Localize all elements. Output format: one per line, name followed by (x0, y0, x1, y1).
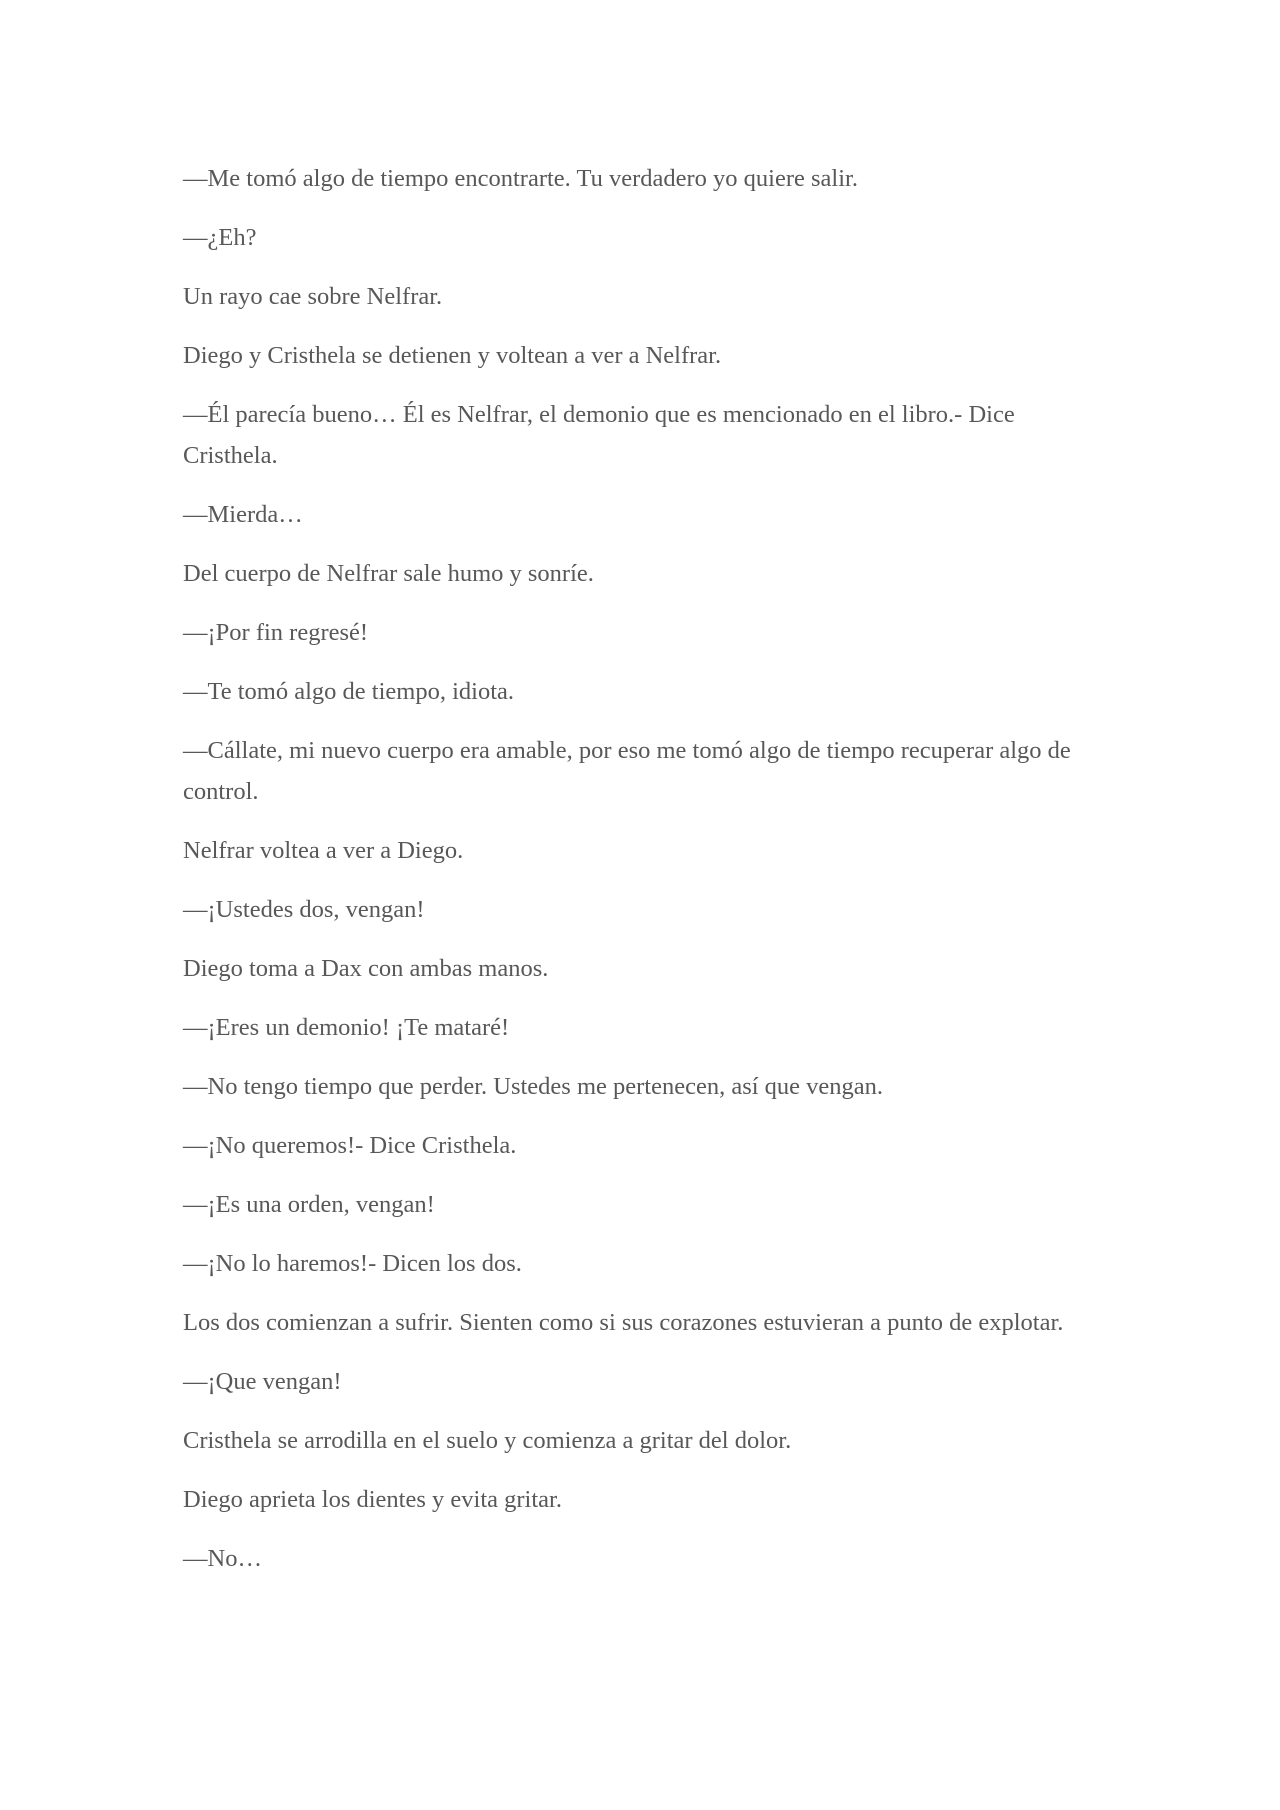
paragraph: Nelfrar voltea a ver a Diego. (183, 837, 464, 864)
paragraph: —¡Es una orden, vengan! (183, 1191, 435, 1218)
paragraph: —No… (183, 1545, 262, 1572)
paragraph: Diego toma a Dax con ambas manos. (183, 955, 549, 982)
paragraph: Diego aprieta los dientes y evita gritar. (183, 1486, 562, 1513)
paragraph: —¡Que vengan! (183, 1368, 342, 1395)
paragraph: —¿Eh? (183, 224, 257, 251)
paragraph: —Mierda… (183, 501, 303, 528)
paragraph: —¡No queremos!- Dice Cristhela. (183, 1132, 517, 1159)
paragraph: Cristhela se arrodilla en el suelo y comienza a gritar del dolor. (183, 1427, 792, 1454)
paragraph: —¡Ustedes dos, vengan! (183, 896, 425, 923)
paragraph: —¡No lo haremos!- Dicen los dos. (183, 1250, 522, 1277)
paragraph: —¡Eres un demonio! ¡Te mataré! (183, 1014, 510, 1041)
paragraph: —Él parecía bueno… Él es Nelfrar, el demonio que es mencionado en el libro.- Dice Cristhela. (183, 401, 1015, 469)
document-body (183, 158, 1098, 1597)
paragraph: —Me tomó algo de tiempo encontrarte. Tu verdadero yo quiere salir. (183, 165, 858, 192)
paragraph: —Te tomó algo de tiempo, idiota. (183, 678, 515, 705)
paragraph: Del cuerpo de Nelfrar sale humo y sonríe. (183, 560, 594, 587)
paragraph: —Cállate, mi nuevo cuerpo era amable, por eso me tomó algo de tiempo recuperar algo de control. (183, 737, 1071, 805)
paragraph: —¡Por fin regresé! (183, 619, 369, 646)
paragraph: —No tengo tiempo que perder. Ustedes me pertenecen, así que vengan. (183, 1073, 884, 1100)
paragraph: Un rayo cae sobre Nelfrar. (183, 283, 443, 310)
paragraph: Los dos comienzan a sufrir. Sienten como si sus corazones estuvieran a punto de explotar. (183, 1309, 1064, 1336)
paragraph: Diego y Cristhela se detienen y voltean a ver a Nelfrar. (183, 342, 722, 369)
